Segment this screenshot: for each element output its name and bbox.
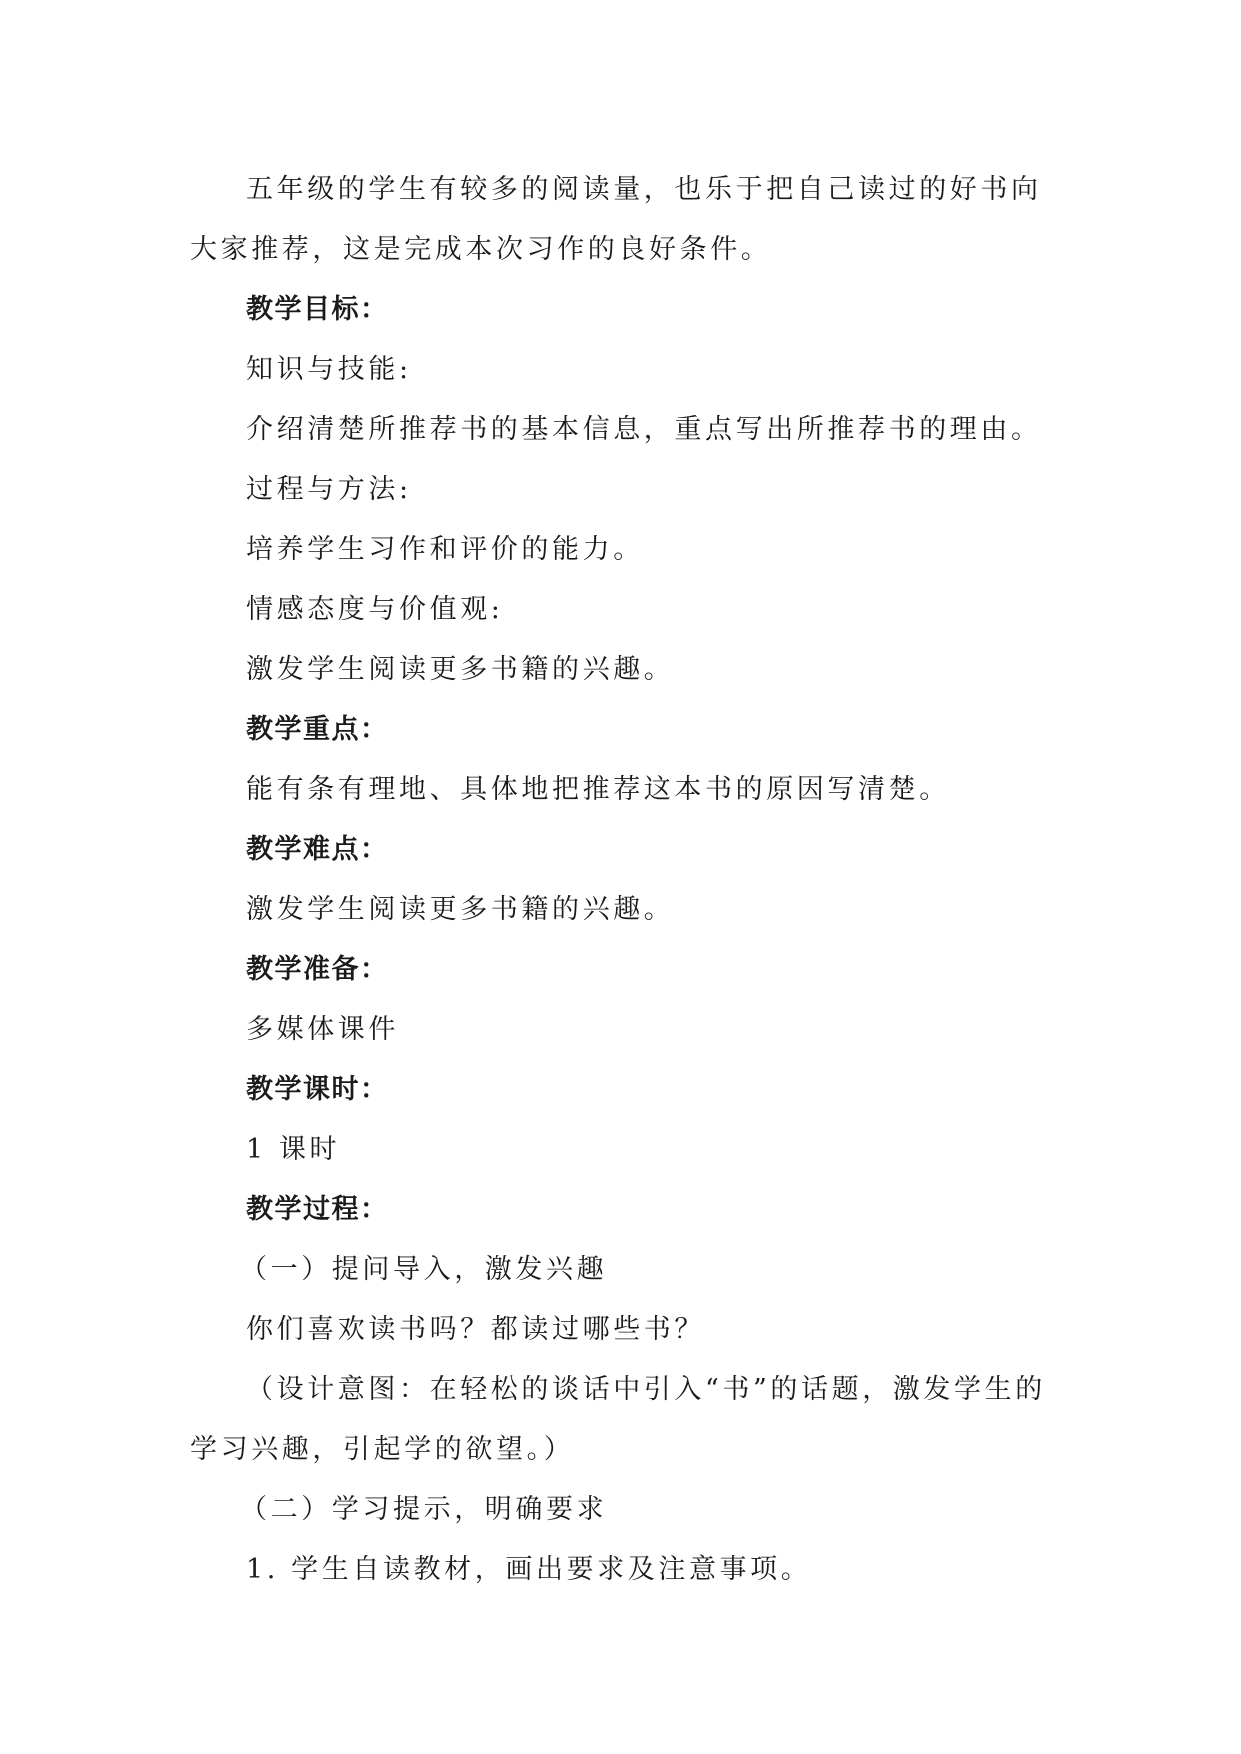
emotion-label: 情感态度与价值观: xyxy=(246,594,504,625)
step2-title: （二）学习提示，明确要求 xyxy=(240,1494,608,1525)
process-text: 培养学生习作和评价的能力。 xyxy=(246,534,644,565)
duration-heading: 教学课时： xyxy=(246,1074,389,1105)
preparation-text: 多媒体课件 xyxy=(246,1014,399,1045)
procedure-heading: 教学过程： xyxy=(246,1194,389,1225)
document-body xyxy=(190,160,1050,1600)
key-point-text: 能有条有理地、具体地把推荐这本书的原因写清楚。 xyxy=(246,774,950,805)
objectives-heading: 教学目标： xyxy=(246,294,389,325)
preparation-heading: 教学准备： xyxy=(246,954,389,985)
step1-question: 你们喜欢读书吗？都读过哪些书？ xyxy=(246,1314,705,1345)
key-point-heading: 教学重点： xyxy=(246,714,389,745)
difficulty-text: 激发学生阅读更多书籍的兴趣。 xyxy=(246,894,675,925)
intro-paragraph: 五年级的学生有较多的阅读量，也乐于把自己读过的好书向大家推荐，这是完成本次习作的良好条件。 xyxy=(190,174,1042,265)
step1-design-note: （设计意图：在轻松的谈话中引入“书”的话题，激发学生的学习兴趣，引起学的欲望。） xyxy=(190,1374,1046,1465)
step2-item-1: 1. 学生自读教材，画出要求及注意事项。 xyxy=(246,1554,812,1585)
knowledge-text: 介绍清楚所推荐书的基本信息，重点写出所推荐书的理由。 xyxy=(246,414,1042,445)
knowledge-label: 知识与技能: xyxy=(246,354,412,385)
emotion-text: 激发学生阅读更多书籍的兴趣。 xyxy=(246,654,675,685)
difficulty-heading: 教学难点： xyxy=(246,834,389,865)
process-label: 过程与方法: xyxy=(246,474,412,505)
duration-text: 1 课时 xyxy=(246,1134,341,1165)
step1-title: （一）提问导入，激发兴趣 xyxy=(240,1254,608,1285)
